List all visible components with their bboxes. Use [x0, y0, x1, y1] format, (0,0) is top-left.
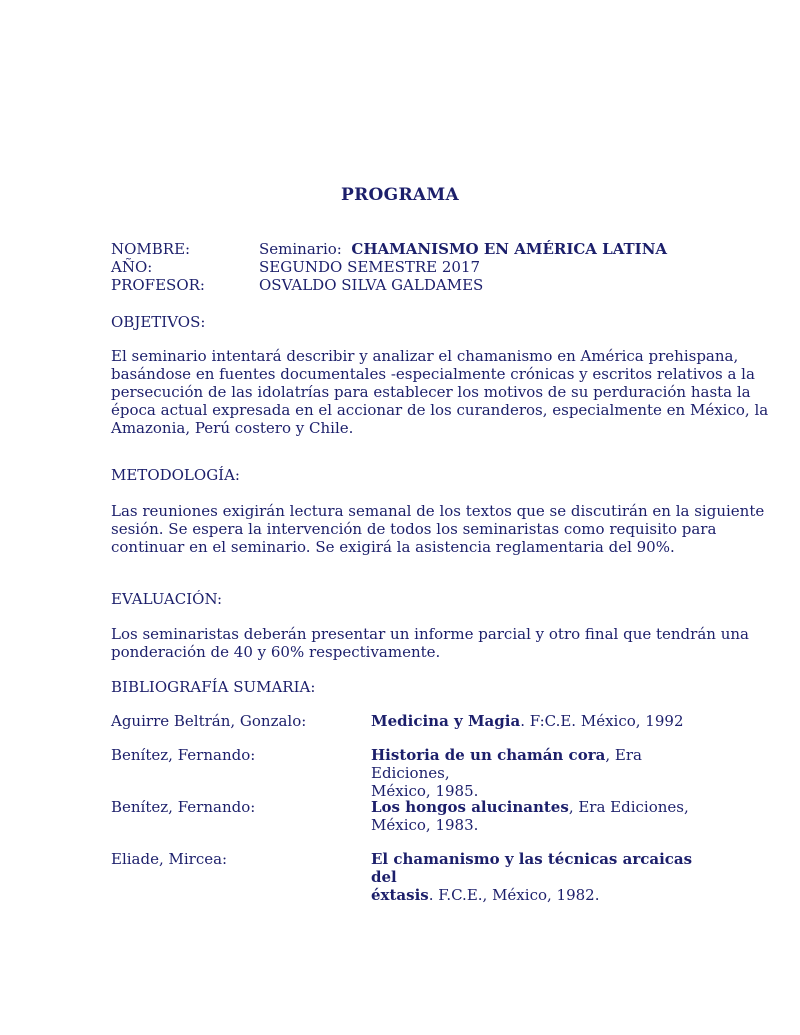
paragraph-line: basándose en fuentes documentales -especialmente crónicas y escritos relativos a la [111, 365, 755, 383]
bib-publisher: , Era Ediciones, [371, 746, 642, 782]
paragraph-line: persecución de las idolatrías para establecer los motivos de su perduración hasta la [111, 383, 751, 401]
bibliografia-heading: BIBLIOGRAFÍA SUMARIA: [111, 678, 316, 696]
course-info [111, 240, 711, 294]
info-label: AÑO: [111, 258, 153, 276]
paragraph-line: época actual expresada en el accionar de los curanderos, especialmente en México, la [111, 401, 769, 419]
page-title: PROGRAMA [341, 185, 459, 205]
bib-work [371, 746, 701, 800]
paragraph-line: ponderación de 40 y 60% respectivamente. [111, 643, 441, 661]
bib-author: Aguirre Beltrán, Gonzalo: [111, 712, 307, 730]
bib-work [371, 850, 701, 904]
bib-title: Los hongos alucinantes [371, 798, 569, 816]
paragraph-line: Amazonia, Perú costero y Chile. [111, 419, 354, 437]
objetivos-paragraph [111, 347, 769, 437]
info-label: PROFESOR: [111, 276, 205, 294]
paragraph-line: Las reuniones exigirán lectura semanal de los textos que se discutirán en la siguiente [111, 502, 765, 520]
metodologia-heading: METODOLOGÍA: [111, 466, 240, 484]
info-value [259, 240, 667, 258]
paragraph-line: continuar en el seminario. Se exigirá la asistencia reglamentaria del 90%. [111, 538, 675, 556]
bib-publisher-cont: México, 1985. [371, 782, 479, 800]
bib-work [371, 712, 701, 730]
bib-publisher: . F:C.E. México, 1992 [520, 712, 684, 730]
bib-publisher: , Era Ediciones, [568, 798, 689, 816]
paragraph-line: Los seminaristas deberán presentar un informe parcial y otro final que tendrán una [111, 625, 749, 643]
info-row-profesor [111, 276, 711, 294]
objetivos-heading: OBJETIVOS: [111, 313, 206, 331]
bib-publisher: . F.C.E., México, 1982. [428, 886, 600, 904]
bib-publisher-cont: México, 1983. [371, 816, 479, 834]
bib-author: Benítez, Fernando: [111, 746, 256, 764]
bib-author: Eliade, Mircea: [111, 850, 228, 868]
info-value: SEGUNDO SEMESTRE 2017 [259, 258, 481, 276]
course-name: CHAMANISMO EN AMÉRICA LATINA [351, 240, 668, 258]
bib-author: Benítez, Fernando: [111, 798, 256, 816]
info-value: OSVALDO SILVA GALDAMES [259, 276, 484, 294]
paragraph-line: sesión. Se espera la intervención de todos los seminaristas como requisito para [111, 520, 717, 538]
bib-title: El chamanismo y las técnicas arcaicas del [371, 850, 693, 886]
metodologia-paragraph [111, 502, 765, 556]
info-row-ano [111, 258, 711, 276]
bib-title-cont: éxtasis [371, 886, 429, 904]
bib-title: Historia de un chamán cora [371, 746, 606, 764]
info-label: NOMBRE: [111, 240, 191, 258]
bib-title: Medicina y Magia [371, 712, 521, 730]
evaluacion-heading: EVALUACIÓN: [111, 590, 223, 608]
info-prefix: Seminario: [259, 240, 342, 258]
evaluacion-paragraph [111, 625, 749, 661]
info-row-nombre [111, 240, 711, 258]
bib-work [371, 798, 701, 834]
paragraph-line: El seminario intentará describir y analizar el chamanismo en América prehispana, [111, 347, 739, 365]
